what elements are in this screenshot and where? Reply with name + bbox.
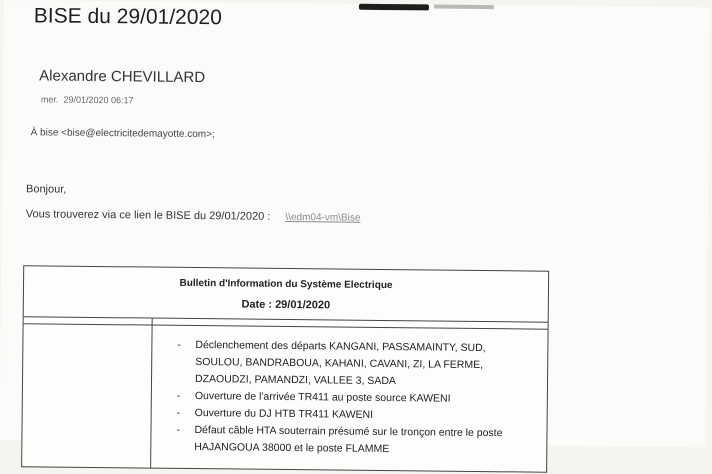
bullet-dash: - <box>176 406 181 419</box>
event-list <box>168 337 529 460</box>
scan-artifact <box>434 5 494 10</box>
bulletin-left-column <box>22 317 153 468</box>
event-text: Déclenchement des départs KANGANI, PASSAMAINTY, SUD, SOULOU, BANDRABOUA, KAHANI, CAVANI, ZI, LA FERME, DZAOUDZI, PAMANDZI, VALLEE 3, SADA <box>194 339 486 388</box>
recipient-label: À <box>30 127 38 139</box>
bulletin-date: Date : 29/01/2020 <box>241 298 331 312</box>
bulletin-body <box>22 317 548 472</box>
date-label: mer. <box>40 94 59 105</box>
list-item <box>168 422 528 460</box>
scan-artifact <box>359 4 429 11</box>
event-text: Ouverture du DJ HTB TR411 KAWENI <box>194 407 374 421</box>
intro-line <box>26 208 361 224</box>
event-text: Défaut câble HTA souterrain présumé sur le tronçon entre le poste HAJANGOUA 38000 et le poste FLAMME <box>194 424 503 456</box>
list-item <box>169 337 530 392</box>
bulletin-header <box>24 266 549 322</box>
email-date <box>41 94 134 105</box>
event-text: Ouverture de l'arrivée TR411 au poste source KAWENI <box>194 390 451 405</box>
sender-name: Alexandre CHEVILLARD <box>39 67 206 87</box>
bise-link[interactable]: \\edm04-vm\Bise <box>285 211 361 224</box>
bullet-dash: - <box>176 389 181 402</box>
bulletin-title: Bulletin d'Information du Système Electrique <box>179 277 393 292</box>
recipient-line <box>31 127 215 140</box>
date-value: 29/01/2020 06:17 <box>63 94 134 106</box>
bullet-dash: - <box>176 423 181 436</box>
bullet-dash: - <box>177 338 181 351</box>
bulletin-table <box>21 265 549 472</box>
page-title: BISE du 29/01/2020 <box>33 4 222 30</box>
intro-text: Vous trouverez via ce lien le BISE du 29/01/2020 : <box>25 208 271 223</box>
greeting: Bonjour, <box>25 183 67 196</box>
recipient-value: bise <bise@electricitedemayotte.com>; <box>40 127 215 141</box>
